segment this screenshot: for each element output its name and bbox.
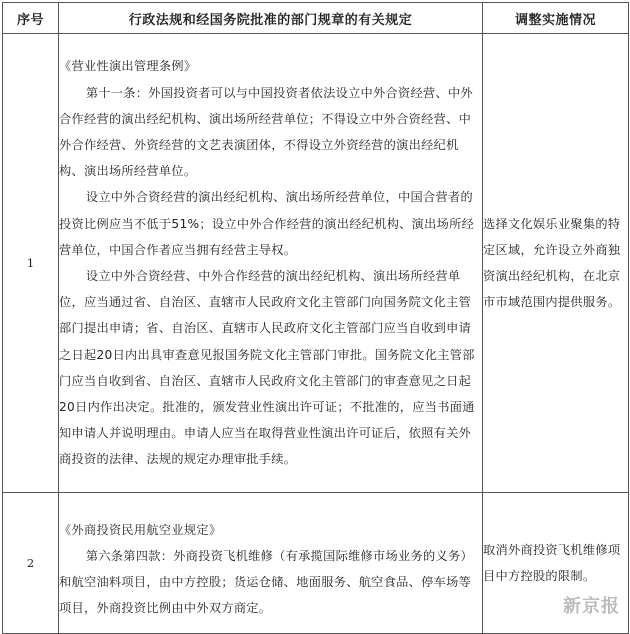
regulation-title: 《外商投资民用航空业规定》 bbox=[59, 522, 222, 537]
adjustment-cell: 取消外商投资飞机维修项目中方控股的限制。 bbox=[483, 493, 629, 634]
regulation-paragraph: 第六条第四款：外商投资飞机维修（有承揽国际维修市场业务的义务）和航空油料项目，由中方控股；货运仓储、地面服务、航空食品、停车场等项目，外商投资比例由中外双方商定。 bbox=[59, 548, 473, 616]
regulation-paragraph: 设立中外合资经营、中外合作经营的演出经纪机构、演出场所经营单位，应当通过省、自治区、直辖市人民政府文化主管部门向国务院文化主管部门提出申请；省、自治区、直辖市人民政府文化主管部门应当自收到申请之日起20日内出具审查意见报国务院文化主管部门审批。国务院文化主管部门应当自收到省、自治区、直辖市人民政府文化主管部门的审查意见之日起20日内作出决定。批准的，颁发营业性演出许可证；不批准的，应当书面通知申请人并说明理由。申请人应当在取得营业性演出许可证后，依照有关外商投资的法律、法规的规定办理审批手续。 bbox=[59, 269, 475, 467]
adjustment-cell: 选择文化娱乐业聚集的特定区域，允许设立外商独资演出经纪机构，在北京市市域范围内提供服务。 bbox=[483, 34, 629, 493]
header-adjustment: 调整实施情况 bbox=[483, 3, 629, 34]
row-number: 2 bbox=[3, 493, 59, 634]
regulation-paragraph: 第十一条：外国投资者可以与中国投资者依法设立中外合资经营、中外合作经营的演出经纪机构、演出场所经营单位；不得设立中外合资经营、中外合作经营、外资经营的文艺表演团体，不得设立外资经营的演出经纪机构、演出场所经营单位。 bbox=[59, 85, 473, 179]
header-number: 序号 bbox=[3, 3, 59, 34]
regulation-table bbox=[2, 2, 629, 634]
watermark-logo: 新京报 bbox=[563, 596, 620, 617]
regulation-cell bbox=[59, 493, 483, 634]
row-number: 1 bbox=[3, 34, 59, 493]
regulation-cell bbox=[59, 34, 483, 493]
table-header-row bbox=[3, 3, 629, 34]
table-row bbox=[3, 493, 629, 634]
table-row bbox=[3, 34, 629, 493]
regulation-title: 《营业性演出管理条例》 bbox=[59, 59, 197, 74]
header-regulation: 行政法规和经国务院批准的部门规章的有关规定 bbox=[59, 3, 483, 34]
regulation-paragraph: 设立中外合资经营的演出经纪机构、演出场所经营单位，中国合营者的投资比例应当不低于51%；设立中外合作经营的演出经纪机构、演出场所经营单位，中国合作者应当拥有经营主导权。 bbox=[59, 190, 475, 257]
